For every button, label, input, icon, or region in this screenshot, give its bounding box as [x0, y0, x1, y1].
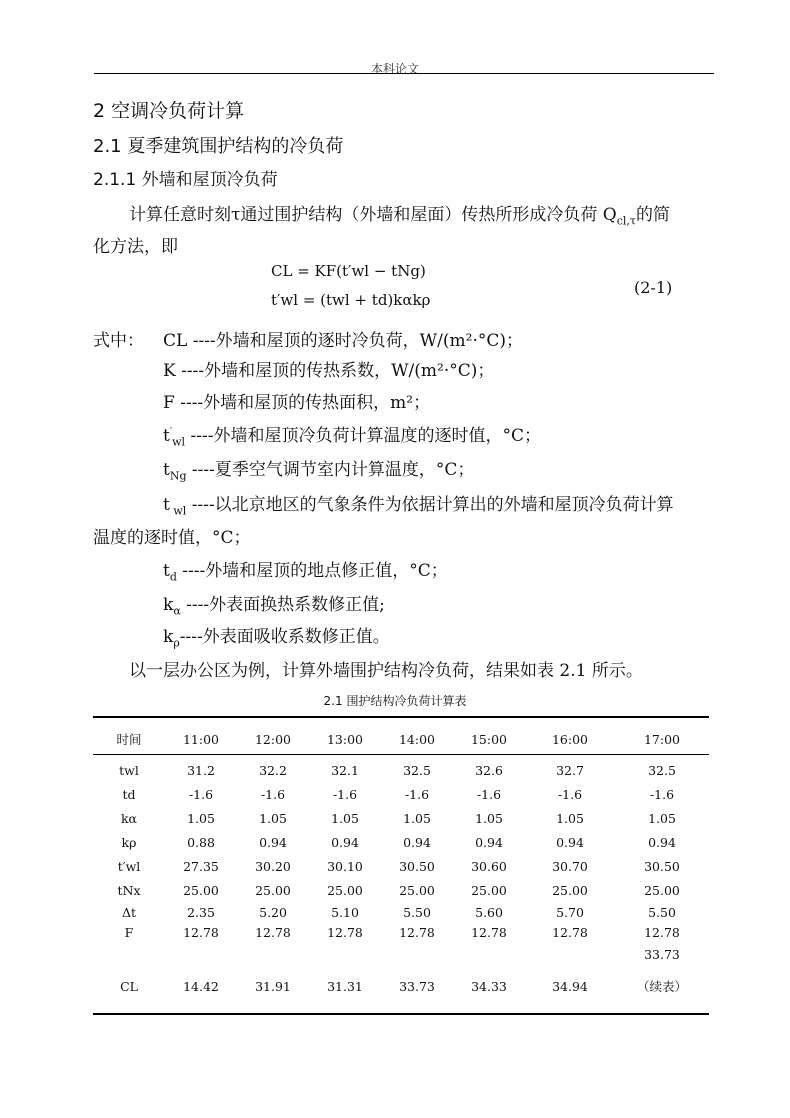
- table-cell: -1.6: [476, 786, 502, 802]
- header-rule: [94, 73, 714, 74]
- intro-text-a: 计算任意时刻τ通过围护结构（外墙和屋面）传热所形成冷负荷 Q: [129, 205, 617, 225]
- table-cell: 1.05: [259, 810, 287, 826]
- table-cell: 5.10: [331, 904, 359, 920]
- table-cell: 1.05: [648, 810, 676, 826]
- row-label: Δt: [121, 904, 137, 920]
- header-cell: 16:00: [551, 731, 589, 747]
- table-cell: 30.20: [255, 858, 291, 874]
- table-cell: 25.00: [183, 882, 219, 898]
- def-twl: t $_{wl}$ ----以北京地区的气象条件为依据计算出的外墙和屋顶冷负荷计算: [163, 495, 674, 518]
- table-cell: 0.94: [475, 834, 503, 850]
- row-label: twl: [119, 762, 139, 778]
- def-tng: $t_{Ng}$ ----夏季空气调节室内计算温度，°C；: [163, 460, 475, 483]
- table-cell: 5.50: [403, 904, 431, 920]
- table-cell: 0.94: [403, 834, 431, 850]
- table-row: [93, 942, 709, 966]
- table-body: [93, 758, 709, 1006]
- table-bottom-rule: [93, 1013, 709, 1015]
- table-cell: [237, 942, 309, 966]
- table-cell: 30.70: [552, 858, 588, 874]
- table-cell: -1.6: [332, 786, 358, 802]
- table-cell: 27.35: [183, 858, 219, 874]
- table-cell: （续表）: [636, 979, 687, 994]
- def-ka: $k_\alpha$ ----外表面换热系数修正值;: [163, 595, 385, 618]
- intro-text-b: 的简: [636, 205, 671, 225]
- table-cell: -1.6: [649, 786, 675, 802]
- row-label: [93, 942, 165, 966]
- table-cell: 0.94: [648, 834, 676, 850]
- def-f: F ----外墙和屋顶的传热面积，m²；: [163, 393, 431, 413]
- table-cell: 33.73: [399, 978, 435, 994]
- def-twl-text: ----以北京地区的气象条件为依据计算出的外墙和屋顶冷负荷计算: [191, 495, 674, 515]
- heading-chapter: 2 空调冷负荷计算: [93, 100, 245, 122]
- row-label: kρ: [121, 834, 137, 850]
- table-header-row: [93, 730, 709, 748]
- table-row: [93, 758, 709, 782]
- table-cell: 31.91: [255, 978, 291, 994]
- table-cell: 1.05: [556, 810, 584, 826]
- table-cell: [381, 942, 453, 966]
- header-cell: 12:00: [254, 731, 292, 747]
- table-row: [93, 806, 709, 830]
- table-cell: 32.1: [331, 762, 359, 778]
- table-cell: 12.78: [255, 924, 291, 940]
- table-cell: 12.78: [471, 924, 507, 940]
- header-cell: 时间: [116, 732, 142, 747]
- table-cell: 32.2: [259, 762, 287, 778]
- table-cell: 30.50: [399, 858, 435, 874]
- table-cell: 25.00: [552, 882, 588, 898]
- heading-subsection: 2.1.1 外墙和屋顶冷负荷: [93, 170, 278, 190]
- intro-subscript: cl,τ: [616, 214, 637, 228]
- table-cell: [309, 942, 381, 966]
- table-cell: 1.05: [187, 810, 215, 826]
- intro-line-1: [129, 200, 670, 227]
- def-twl-prime: $t'_{wl}$ ----外墙和屋顶冷负荷计算温度的逐时值，°C；: [163, 426, 541, 449]
- table-top-rule: [93, 716, 709, 718]
- row-label: t′wl: [117, 858, 141, 874]
- definitions-lead: 式中：: [93, 331, 144, 351]
- table-cell: [525, 942, 615, 966]
- table-cell: 32.5: [648, 762, 676, 778]
- intro-line-2: 化方法，即: [93, 237, 178, 257]
- table-cell: -1.6: [188, 786, 214, 802]
- def-kp-text: ----外表面吸收系数修正值。: [179, 627, 390, 647]
- table-row: [93, 854, 709, 878]
- row-label: td: [122, 786, 136, 802]
- heading-section: 2.1 夏季建筑围护结构的冷负荷: [93, 136, 344, 157]
- def-cl: CL ----外墙和屋顶的逐时冷负荷，W/(m²·°C)；: [163, 331, 523, 351]
- table-cell: 2.35: [187, 904, 215, 920]
- table-cell: 12.78: [327, 924, 363, 940]
- table-cell: [453, 942, 525, 966]
- table-cell: 34.94: [552, 978, 588, 994]
- table-cell: 5.70: [556, 904, 584, 920]
- table-cell: 32.7: [556, 762, 584, 778]
- table-cell: 34.33: [471, 978, 507, 994]
- table-cell: 30.60: [471, 858, 507, 874]
- table-cell: 14.42: [183, 978, 219, 994]
- row-label: F: [124, 924, 134, 940]
- def-k: K ----外墙和屋顶的传热系数，W/(m²·°C)；: [163, 361, 495, 381]
- table-cell: 31.2: [187, 762, 215, 778]
- table-caption: 2.1 围护结构冷负荷计算表: [323, 694, 467, 708]
- table-cell: 25.00: [399, 882, 435, 898]
- table-cell: 31.31: [327, 978, 363, 994]
- header-cell: 11:00: [182, 731, 220, 747]
- table-cell: 30.10: [327, 858, 363, 874]
- table-cell: 12.78: [552, 924, 588, 940]
- table-cell: 5.60: [475, 904, 503, 920]
- header-cell: 15:00: [470, 731, 508, 747]
- table-cell: 0.94: [556, 834, 584, 850]
- table-row: [93, 902, 709, 922]
- table-cell: 1.05: [331, 810, 359, 826]
- table-cell: 33.73: [644, 946, 680, 962]
- table-cell: 1.05: [403, 810, 431, 826]
- header-cell: 17:00: [643, 731, 681, 747]
- table-row: [93, 922, 709, 942]
- header-cell: 13:00: [326, 731, 364, 747]
- formula-2: t′wl = (twl + td)kαkρ: [271, 291, 431, 309]
- row-label: tNx: [117, 882, 141, 898]
- def-twl-cont: 温度的逐时值，°C；: [93, 528, 251, 548]
- formula-1: CL = KF(t′wl − tNg): [271, 262, 426, 280]
- formula-number: (2-1): [634, 278, 673, 297]
- table-cell: -1.6: [557, 786, 583, 802]
- table-cell: 0.88: [187, 834, 215, 850]
- row-label: kα: [120, 810, 137, 826]
- table-cell: 25.00: [255, 882, 291, 898]
- def-twl-prime-text: ----外墙和屋顶冷负荷计算温度的逐时值，°C；: [190, 426, 541, 446]
- table-cell: 5.50: [648, 904, 676, 920]
- def-td-text: ----外墙和屋顶的地点修正值，°C；: [182, 561, 448, 581]
- table-cell: 30.50: [644, 858, 680, 874]
- def-tng-text: ----夏季空气调节室内计算温度，°C；: [191, 460, 475, 480]
- summary-sentence: 以一层办公区为例，计算外墙围护结构冷负荷，结果如表 2.1 所示。: [129, 661, 643, 681]
- table-cell: -1.6: [260, 786, 286, 802]
- table-cell: 32.5: [403, 762, 431, 778]
- table-cell: 12.78: [644, 924, 680, 940]
- row-label: CL: [120, 978, 138, 994]
- table-cell: 25.00: [471, 882, 507, 898]
- table-header-rule: [93, 754, 709, 755]
- def-ka-text: ----外表面换热系数修正值;: [186, 595, 385, 615]
- table-cell: 0.94: [259, 834, 287, 850]
- table-cell: 25.00: [644, 882, 680, 898]
- header-cell: 14:00: [398, 731, 436, 747]
- table-cell: 32.6: [475, 762, 503, 778]
- table-row: [93, 966, 709, 1006]
- table-row: [93, 878, 709, 902]
- table-cell: [165, 942, 237, 966]
- table-row: [93, 830, 709, 854]
- table-cell: 25.00: [327, 882, 363, 898]
- table-cell: 0.94: [331, 834, 359, 850]
- def-kp: $k_\rho----$外表面吸收系数修正值。: [163, 627, 390, 650]
- table-cell: 1.05: [475, 810, 503, 826]
- def-td: $t_d$ ----外墙和屋顶的地点修正值，°C；: [163, 561, 448, 584]
- table-cell: -1.6: [404, 786, 430, 802]
- table-cell: 12.78: [183, 924, 219, 940]
- table-header: [93, 730, 709, 748]
- table-cell: 5.20: [259, 904, 287, 920]
- table-row: [93, 782, 709, 806]
- table-cell: 12.78: [399, 924, 435, 940]
- running-header: 本科论文: [370, 62, 419, 76]
